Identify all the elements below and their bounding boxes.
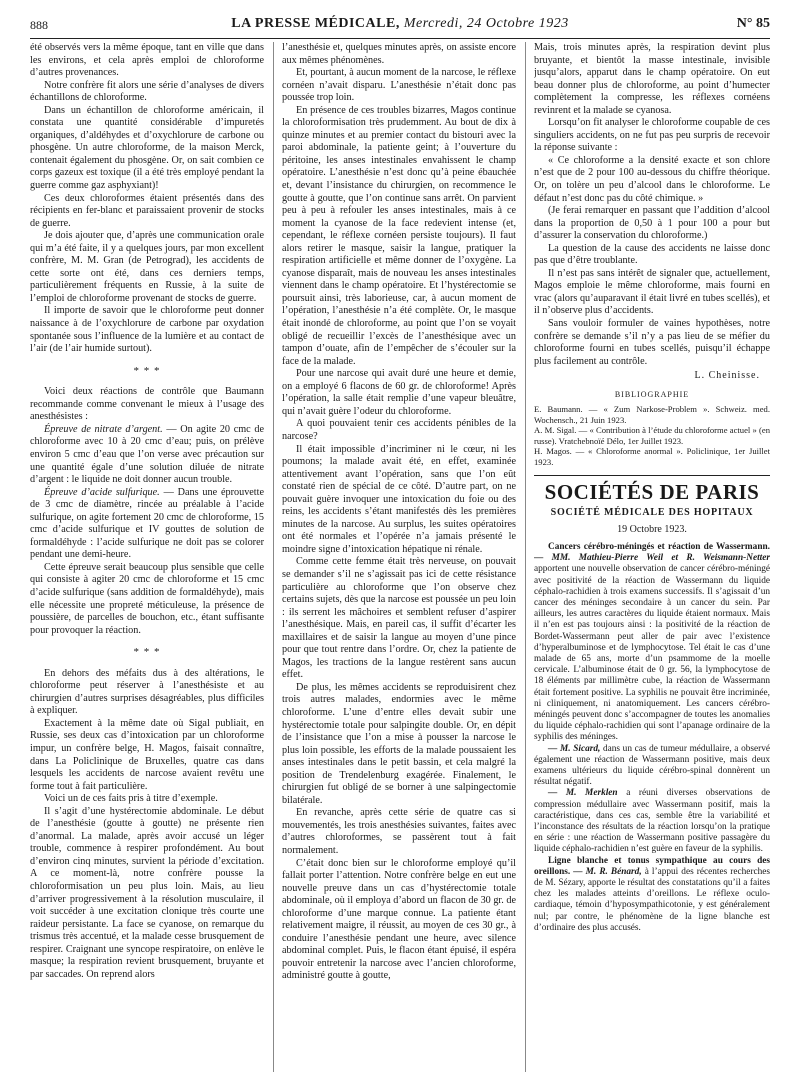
report-authors: — M. Merklen — [548, 788, 618, 799]
column-divider — [525, 42, 526, 1072]
section-title: SOCIÉTÉS DE PARIS — [544, 480, 760, 505]
bibliography-entry: A. M. Sigal. — « Contribution à l’étude du chloroforme actuel » (en russe). Vratchebnoïé Délo, 1er Juillet 1923. — [534, 425, 770, 446]
report-title: Ligne blanche et tonus sympathique au cours des oreillons. — [534, 855, 770, 877]
session-date: 19 Octobre 1923. — [617, 524, 687, 536]
journal-title — [30, 16, 770, 32]
bibliography-entry: H. Magos. — « Chloroforme anormal ». Policlinique, 1er Juillet 1923. — [534, 446, 770, 467]
paragraph: De plus, les mêmes accidents se reproduisirent chez trois autres malades, endormies avec le même chloroforme. L’une d’entre elles devait subir une hystérectomie totale pour salpingite double. Or, en dépit de l’insistance que l’on a mise à pousser la narcose le plus loin possible, les efforts de la malade poussaient les anses intestinales dans le petit bassin, et cela malgré la position de Trendelenburg exagérée. Finalement, le chirurgien fut obligé de se borner à une salpingectomie bilatérale. — [282, 681, 516, 806]
paragraph: C’était donc bien sur le chloroforme employé qu’il fallait porter l’attention. Notre confrère belge en eut une nouvelle preuve dans un cas d’hystérectomie totale abdominale, où il employa d’abord un flacon de 30 gr. de chloroforme d’une marque connue. La patiente étant relativement maigre, il réussit, au moyen de ces 30 gr., à conduire l’anesthésie pendant une heure, avec silence abdominal complet. Puis, le flacon étant épuisé, il espéra pouvoir entretenir la narcose avec l’ancien chloroforme, administré goutte à goutte, — [282, 857, 516, 982]
report-text: a réuni diverses observations de compression médullaire avec Wassermann positif, mais la caractéristique, dans ces cas, semble être la variabilité et l’inconstance des résultats de la réaction lorsqu’on la pratique en série : une réaction de Wassermann positive passagère du liquide céphalo-rachidien n’est guère en faveur de la syphilis. — [534, 788, 770, 855]
bibliography-entry: E. Baumann. — « Zum Narkose-Problem ». Schweiz. med. Wochensch., 21 Juin 1923. — [534, 404, 770, 425]
column-3 — [534, 42, 770, 1072]
section-rule — [534, 475, 770, 476]
report-entry — [534, 542, 770, 744]
paragraph — [30, 487, 264, 562]
paragraph: Mais, trois minutes après, la respiration devint plus bruyante, et bientôt la masse intestinale, invisible jusqu’alors, apparut dans le champ opératoire. On eut beau donner plus de chloroforme, au point d’humecter complètement la compresse, les réflexes cornéens revinrent et la malade se cyanosa. — [534, 42, 770, 116]
paragraph: Voici deux réactions de contrôle que Baumann recommande comme convenant le mieux à l’usage des anesthésistes : — [30, 386, 264, 423]
paragraph: Il importe de savoir que le chloroforme peut donner naissance à de l’oxychlorure de carbone par oxydation spontanée sous l’influence de la lumière et au contact de l’air (de l’air humide surtout). — [30, 305, 264, 355]
page-number: 888 — [30, 18, 48, 32]
author-signature: L. Cheinisse. — [694, 370, 760, 382]
paragraph: A quoi pouvaient tenir ces accidents pénibles de la narcose? — [282, 418, 516, 442]
paragraph: Il était impossible d’incriminer ni le cœur, ni les poumons; la malade avait été, en effet, examinée attentivement avant l’opération, sans que l’on eût constaté rien de spécial de ce côté. D’autre part, on ne pouvait guère invoquer une intoxication du foie ou des reins, les accidents s’étant manifestés dès les premières minutes de la narcose. Au surplus, les suites opératoires ont été normales et l’opérée n’a jamais présenté le moindre signe d’intoxication hépatique ni rénale. — [282, 443, 516, 555]
header-rule — [30, 38, 770, 39]
column-1 — [30, 42, 264, 1072]
paragraph: Pour une narcose qui avait duré une heure et demie, on a employé 6 flacons de 60 gr. de chloroforme! Après l’opération, la salle était remplie d’une vapeur bleuâtre, qui n’avait guère l’odeur du chloroforme. — [282, 368, 516, 417]
paragraph: Exactement à la même date où Sigal publiait, en Russie, ses deux cas d’intoxication par un chloroforme impur, un confrère belge, H. Magos, faisait connaître, dans La Policlinique de Bruxelles, quatre cas dans lesquels les accidents de narcose avaient revêtu une forme tout à fait particulière. — [30, 717, 264, 792]
paragraph: Sans vouloir formuler de vaines hypothèses, notre confrère se demande s’il n’y a pas lieu de se méfier du chloroforme fourni en tubes scellés, puisqu’il échappe plus facilement au contrôle. — [534, 318, 770, 367]
journal-name: LA PRESSE MÉDICALE, — [231, 16, 400, 31]
report-entry — [534, 744, 770, 789]
test-title: Épreuve de nitrate d’argent. — [44, 423, 163, 435]
paragraph: La question de la cause des accidents ne laisse donc pas que d’être troublante. — [534, 242, 770, 267]
report-text: apportent une nouvelle observation de cancer cérébro-méningé avec positivité de la réaction de Wassermann du liquide céphalo-rachidien à trois examens successifs. Il s’agissait d’un cancer des méninges secondaire à un cancer du sein. Par ailleurs, les autres caractères du liquide étaient normaux. Mais il n’en est pas toujours ainsi : la positivité de la réaction de Bordet-Wassermann peut aller de pair avec l’existence d’hyperalbuminose et de lymphocytose. Tel était le cas d’une malade de 65 ans, morte d’un psammome de la moelle cervicale. L’albuminose était de 0 gr. 56, la lymphocytose de 18 éléments par millimètre cube, la réaction de Wassermann était fortement positive. La syphilis ne pouvait être incriminée, ni cliniquement, ni anatomiquement. Les cancers cérébro-méningés peuvent donc s’accompagner de toutes les anomalies du liquide céphalo-rachidien qui sont l’apanage ordinaire de la syphilis des méninges. — [534, 564, 770, 743]
column-divider — [273, 42, 274, 1072]
report-entry — [534, 788, 770, 855]
issue-date: Mercredi, 24 Octobre 1923 — [403, 16, 569, 31]
report-authors: — M. R. Bénard, — [570, 866, 642, 877]
test-text: — Dans une éprouvette de 3 cmc de diamètre, rincée au préalable à l’acide sulfurique, on agite fortement 20 cmc de chloroforme, 15 cmc d’acide sulfurique et IV gouttes de solution de formaldéhyde : l’acide sulfurique ne doit pas se colorer pendant une demi-heure. — [30, 486, 264, 561]
section-separator: * * * — [133, 646, 161, 659]
test-text: — On agite 20 cmc de chloroforme avec 10 à 20 cmc d’eau; puis, on prélève environ 5 cmc d’eau que l’on verse avec précaution sur une quantité égale d’une solution diluée de nitrate d’argent : le liquide ne doit donner aucun trouble. — [30, 423, 264, 486]
bibliography-heading: BIBLIOGRAPHIE — [614, 389, 690, 399]
report-authors: — M. Sicard, — [548, 743, 601, 754]
paragraph: En dehors des méfaits dus à des altérations, le chloroforme peut réserver à l’anesthésiste et au chirurgien d’autres surprises désagréables, plus difficiles à expliquer. — [30, 667, 264, 717]
paragraph: (Je ferai remarquer en passant que l’addition d’alcool dans la proportion de 0,50 à 1 pour 100 a pour but d’assurer la conservation du chloroforme.) — [534, 205, 770, 242]
test-title: Épreuve d’acide sulfurique. — [44, 486, 160, 498]
paragraph: Notre confrère fit alors une série d’analyses de divers échantillons de chloroforme. — [30, 79, 264, 104]
report-text: dans un cas de tumeur médullaire, a observé également une réaction de Wassermann positive, mais deux examens ultérieurs du liquide cérébro-spinal donnèrent un résultat négatif. — [534, 743, 770, 788]
paragraph: En revanche, après cette série de quatre cas si mouvementés, les trois anesthésies suivantes, faites avec d’autres chloroformes, se passèrent tout à fait normalement. — [282, 807, 516, 856]
paragraph: Ces deux chloroformes étaient présentés dans des récipients en fer-blanc et paraissaient provenir de stocks de guerre. — [30, 192, 264, 229]
paragraph: Il n’est pas sans intérêt de signaler que, actuellement, Magos emploie le même chloroforme, mais fourni en vrac (alors qu’auparavant il était livré en tubes scellés), et il n’observe plus d’accidents. — [534, 267, 770, 317]
paragraph: Dans un échantillon de chloroforme américain, il constata une quantité considérable d’impuretés organiques, d’aldéhydes et d’oxychlorure de carbone ou phosgène. Un autre chloroforme, de la maison Merck, contenait également du phosgène. Or, on sait combien ce corps gazeux est toxique (il a été très employé pendant la guerre comme gaz asphyxiant)! — [30, 104, 264, 192]
paragraph: Cette épreuve serait beaucoup plus sensible que celle qui consiste à agiter 20 cmc de chloroforme et 15 cmc d’acide sulfurique (sans addition de formaldéhyde), mais elle nécessite une propreté méticuleuse, la présence de poussière, de parcelles de bouchon, etc., étant suffisante pour provoquer la réaction. — [30, 561, 264, 636]
quoted-reply: « Ce chloroforme a la densité exacte et son chlore n’est que de 2 pour 100 au-dessous du chiffre théorique. Or, on tolère un peu d’alcool dans le chloroforme. Le défaut n’est donc pas du côté chimique. » — [534, 154, 770, 204]
report-text: à l’appui des récentes recherches de M. Sézary, apporte le résultat des constatations qu’il a faites chez les malades atteints d’oreillons. Le réflexe oculo-cardiaque, témoin d’hyposympathicotonie, y est généralement nul; par contre, le phénomène de la ligne blanche est d’ordinaire des plus accusés. — [534, 866, 770, 933]
report-authors: — MM. Mathieu-Pierre Weil et R. Weismann-Netter — [534, 553, 770, 564]
society-name: SOCIÉTÉ MÉDICALE DES HOPITAUX — [550, 506, 754, 518]
paragraph: été observés vers la même époque, tant en ville que dans les environs, et cela après emploi de chloroforme d’autres provenances. — [30, 42, 264, 79]
paragraph — [30, 424, 264, 487]
paragraph: Lorsqu’on fit analyser le chloroforme coupable de ces singuliers accidents, on ne fut pas peu surpris de recevoir la réponse suivante : — [534, 117, 770, 154]
paragraph: Et, pourtant, à aucun moment de la narcose, le réflexe cornéen n’avait disparu. L’anesthésie n’était donc pas poussée trop loin. — [282, 67, 516, 104]
report-title: Cancers cérébro-méningés et réaction de Wassermann. — [548, 541, 770, 552]
paragraph: En présence de ces troubles bizarres, Magos continue la chloroformisation très prudemment. Au bout de dix à quinze minutes et au premier contact du bistouri avec la paroi abdominale, la patiente geint; à l’ouverture du péritoine, les anses intestinales envahissent le champ opératoire. L’anesthésie n’est donc qu’à peine ébauchée et, devant l’insistance du chirurgien, on recommence le goutte à goutte, que l’on continue sans arrêt. On parvient peu à peu à refouler les anses intestinales, mais à ce moment la cyanose de la face redevient intense (et, cependant, le réflexe cornéen persiste toujours). Il faut alors retirer le masque, saisir la langue, pratiquer la respiration artificielle et même donner de l’oxygène. La cyanose disparaît, mais de nouveau les anses intestinales viennent dans le champ opératoire. Et l’hystérectomie se poursuit ainsi, très laborieuse, car, à aucun moment de l’opération, l’anesthésie n’a été complète. Or, le masque était inondé de chloroforme, au point que l’on se voyait obligé de recueillir l’excès de l’anesthésique avec un tampon d’ouate, afin de l’empêcher de s’écouler sur la face de la malade. — [282, 104, 516, 367]
paragraph: l’anesthésie et, quelques minutes après, on assiste encore aux mêmes phénomènes. — [282, 42, 516, 66]
paragraph: Comme cette femme était très nerveuse, on pouvait se demander s’il ne s’agissait pas ici de cette résistance particulière au chloroforme que l’on observe chez certains sujets, dès que la narcose est poussée un peu loin : ils serrent les mâchoires et semblent refuser d’aspirer l’anesthésique. Mais, en pareil cas, il suffit d’écarter les maxillaires et de saisir la langue au moyen d’une pince pour que tout rentre dans l’ordre. Or, chez la patiente de Magos, les tractions de la langue restèrent sans aucun effet. — [282, 556, 516, 681]
section-separator: * * * — [133, 364, 161, 377]
column-2 — [282, 42, 516, 1072]
paragraph: Voici un de ces faits pris à titre d’exemple. — [44, 793, 218, 805]
paragraph: Je dois ajouter que, d’après une communication orale qui m’a été faite, il y a quelques jours, par mon excellent confrère, M. M. Gran (de Petrograd), les accidents de cette sorte ont été, dans ces derniers temps, particulièrement fréquents en Russie, à la suite de l’emploi de chloroforme provenant de stocks de guerre. — [30, 230, 264, 304]
page-header — [30, 14, 770, 36]
report-entry — [534, 856, 770, 934]
paragraph: Il s’agit d’une hystérectomie abdominale. Le début de l’anesthésie (goutte à goutte) ne présente rien d’anormal. La malade, après avoir accusé un léger trouble, commence à respirer profondément. Au bout d’environ cinq minutes, survient la période d’excitation. A ce moment-là, notre confrère pousse la chloroformisation un peu plus loin. Mais, au lieu d’arriver progressivement à la résolution musculaire, il voit succéder à une excitation clonique très courte une raideur persistante. La face se cyanose, on remarque du trismus très accentué, et la malade cesse brusquement de respirer. Craignant une syncope respiratoire, on enlève le masque; la respiration revient brusquement, bruyante et par saccades. On reprend alors — [30, 805, 264, 980]
issue-number: N° 85 — [736, 16, 770, 31]
